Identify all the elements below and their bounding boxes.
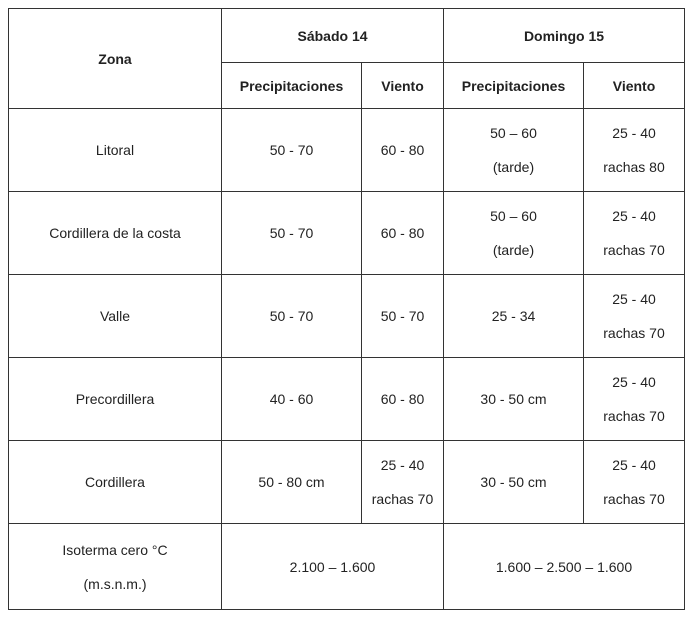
header-sat-precip: Precipitaciones xyxy=(222,63,362,109)
cell-sun-precip-line: 30 - 50 cm xyxy=(480,391,547,407)
forecast-table xyxy=(8,8,685,610)
cell-sun-wind-line: 25 - 40 xyxy=(612,208,656,224)
header-sun-wind: Viento xyxy=(584,63,685,109)
cell-sat-wind-line: 60 - 80 xyxy=(380,225,425,241)
table-row xyxy=(9,358,685,441)
header-sat-wind: Viento xyxy=(362,63,444,109)
cell-zona: Cordillera xyxy=(9,441,222,524)
cell-sun-precip-line: 50 – 60 xyxy=(490,125,537,141)
cell-sat-wind xyxy=(362,192,444,275)
cell-sun-precip-line: 25 - 34 xyxy=(491,308,536,324)
header-sun-precip: Precipitaciones xyxy=(444,63,584,109)
cell-sat-precip xyxy=(222,441,362,524)
header-zona: Zona xyxy=(9,9,222,109)
cell-sat-wind xyxy=(362,275,444,358)
cell-sat-precip-line: 50 - 70 xyxy=(269,308,314,324)
cell-sat-wind-line: 25 - 40 xyxy=(380,457,425,473)
cell-sat-precip xyxy=(222,275,362,358)
table-body xyxy=(9,109,685,524)
isoterma-row xyxy=(9,524,685,610)
cell-zona: Cordillera de la costa xyxy=(9,192,222,275)
cell-sat-precip xyxy=(222,358,362,441)
header-day-sunday: Domingo 15 xyxy=(444,9,685,63)
cell-sun-wind-line: rachas 70 xyxy=(603,325,665,341)
cell-sat-precip xyxy=(222,192,362,275)
cell-sat-wind-line: 50 - 70 xyxy=(380,308,425,324)
isoterma-label xyxy=(9,524,222,610)
table-row xyxy=(9,275,685,358)
cell-sat-wind xyxy=(362,358,444,441)
cell-sun-precip-line: 50 – 60 xyxy=(490,208,537,224)
cell-sat-wind xyxy=(362,441,444,524)
cell-sun-precip xyxy=(444,109,584,192)
isoterma-saturday: 2.100 – 1.600 xyxy=(222,524,444,610)
table-row xyxy=(9,192,685,275)
cell-sun-precip-line: 30 - 50 cm xyxy=(480,474,547,490)
cell-sun-wind-line: 25 - 40 xyxy=(612,291,656,307)
cell-zona: Precordillera xyxy=(9,358,222,441)
isoterma-label-line1: Isoterma cero °C xyxy=(62,541,168,558)
cell-sun-wind xyxy=(584,192,685,275)
cell-zona: Litoral xyxy=(9,109,222,192)
cell-sat-wind xyxy=(362,109,444,192)
cell-sat-precip xyxy=(222,109,362,192)
cell-sun-precip xyxy=(444,275,584,358)
isoterma-sunday: 1.600 – 2.500 – 1.600 xyxy=(444,524,685,610)
cell-sat-precip-line: 50 - 70 xyxy=(269,142,314,158)
cell-sat-wind-line: 60 - 80 xyxy=(380,391,425,407)
cell-sun-wind-line: rachas 70 xyxy=(603,242,665,258)
cell-sun-precip xyxy=(444,441,584,524)
cell-sun-wind-line: rachas 70 xyxy=(603,491,665,507)
forecast-table-wrapper xyxy=(8,8,685,610)
cell-sun-wind xyxy=(584,275,685,358)
cell-sun-precip xyxy=(444,358,584,441)
cell-sun-wind-line: 25 - 40 xyxy=(612,374,656,390)
cell-sat-wind-line: rachas 70 xyxy=(371,491,434,507)
cell-sat-precip-line: 40 - 60 xyxy=(269,391,314,407)
cell-sun-wind-line: rachas 80 xyxy=(603,159,665,175)
cell-sat-precip-line: 50 - 80 cm xyxy=(258,474,325,490)
cell-sun-wind-line: 25 - 40 xyxy=(612,457,656,473)
cell-sat-precip-line: 50 - 70 xyxy=(269,225,314,241)
cell-sun-wind xyxy=(584,109,685,192)
cell-sun-precip xyxy=(444,192,584,275)
cell-sun-precip-line: (tarde) xyxy=(492,242,535,258)
table-row xyxy=(9,109,685,192)
cell-sat-wind-line: 60 - 80 xyxy=(380,142,425,158)
cell-sun-precip-line: (tarde) xyxy=(492,159,535,175)
header-day-saturday: Sábado 14 xyxy=(222,9,444,63)
cell-sun-wind-line: 25 - 40 xyxy=(612,125,656,141)
table-row xyxy=(9,441,685,524)
cell-sun-wind xyxy=(584,358,685,441)
cell-sun-wind-line: rachas 70 xyxy=(603,408,665,424)
cell-zona: Valle xyxy=(9,275,222,358)
cell-sun-wind xyxy=(584,441,685,524)
isoterma-label-line2: (m.s.n.m.) xyxy=(83,575,147,592)
header-row-days xyxy=(9,9,685,63)
